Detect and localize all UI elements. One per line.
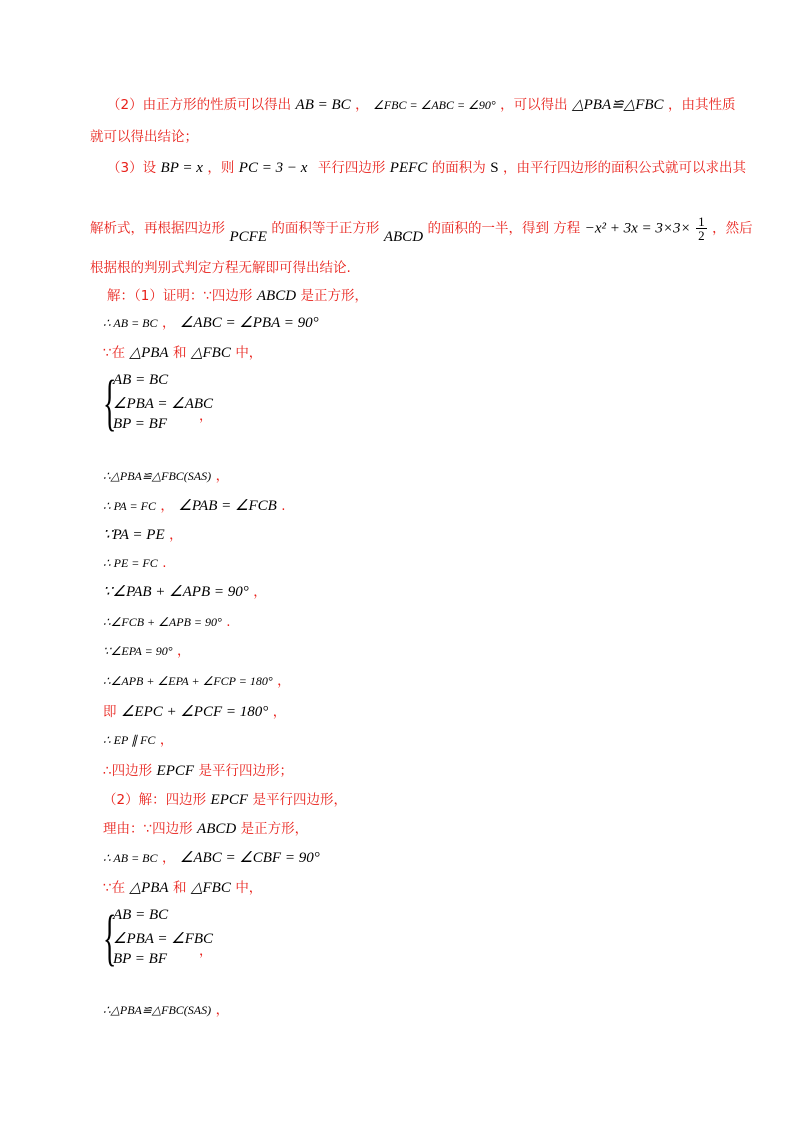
text: ，可以得出: [500, 97, 568, 113]
math: ABCD: [197, 821, 237, 837]
analysis-line-5: 根据根的判别式判定方程无解即可得出结论.: [90, 260, 351, 276]
math: ∴ PA = FC: [103, 499, 156, 513]
sol1-line-2: [103, 313, 319, 333]
sol1-line-8: [103, 582, 267, 602]
text: 中，: [235, 880, 263, 896]
math: BP = x: [160, 160, 203, 176]
sol1-line-7: [103, 553, 166, 573]
math: EPCF: [156, 763, 195, 779]
math: ∴ AB = BC: [103, 851, 158, 865]
math: ABCD: [256, 288, 297, 304]
math: △PBA: [129, 880, 169, 896]
system-row: ∠PBA = ∠FBC: [113, 931, 214, 947]
text: ，则: [207, 160, 235, 176]
text: （2）由正方形的性质可以得出: [107, 97, 292, 113]
analysis-line-2: 就可以得出结论；: [90, 129, 198, 145]
text: ，: [159, 732, 174, 748]
math: ∴ PE = FC: [103, 556, 158, 570]
math: ∴ AB = BC: [103, 316, 158, 330]
sol1-line-12: [103, 702, 286, 722]
sol1-line-14: [103, 761, 293, 781]
math: PCFE: [229, 228, 267, 245]
text: ，: [169, 527, 183, 543]
text: 的面积为: [431, 160, 486, 176]
text: 平行四边形: [317, 160, 386, 176]
text: ，: [215, 1002, 230, 1018]
math: PC = 3 − x: [238, 160, 308, 176]
math: △FBC: [190, 880, 231, 896]
text: .: [226, 614, 231, 630]
fraction: [696, 215, 707, 242]
text: 是平行四边形；: [198, 763, 293, 779]
math: PEFC: [389, 160, 428, 176]
system-row: BP = BF: [113, 951, 168, 967]
sol2-line-2: [103, 819, 308, 839]
text: 和: [173, 345, 187, 361]
math: ∵∠PAB + ∠APB = 90°: [103, 584, 249, 600]
text: 是平行四边形，: [252, 792, 347, 808]
math: ∴△PBA≌△FBC(SAS): [103, 1003, 212, 1017]
sol1-line-1: [107, 286, 368, 306]
text: ，: [355, 97, 369, 113]
text: 是正方形，: [240, 821, 309, 837]
analysis-line-1: [107, 95, 736, 115]
text: .: [162, 555, 167, 571]
text: ，: [272, 704, 287, 720]
sol2-line-5: [103, 1000, 229, 1020]
sol1-line-9: [103, 612, 231, 632]
math: ABCD: [383, 228, 424, 245]
math: ∴∠FCB + ∠APB = 90°: [103, 615, 222, 629]
math: △PBA: [129, 345, 169, 361]
analysis-line-3: [107, 158, 746, 178]
text: ，: [161, 315, 176, 331]
analysis-line-4: [90, 214, 753, 245]
text: .: [281, 498, 286, 514]
text: ∴四边形: [103, 763, 153, 779]
text: ，由其性质: [668, 97, 736, 113]
text: 的面积的一半，得到 方程: [427, 220, 581, 237]
math: △FBC: [190, 345, 231, 361]
equation-system-1: [103, 369, 263, 437]
math: AB = BC: [295, 97, 351, 113]
sol2-line-1: [103, 790, 347, 810]
text: 中，: [235, 345, 263, 361]
text: ，: [215, 468, 230, 484]
text: 解析式，再根据四边形: [90, 220, 225, 237]
text: ，: [161, 850, 176, 866]
math: ∴∠APB + ∠EPA + ∠FCP = 180°: [103, 674, 273, 688]
brace-glyph: {: [103, 369, 117, 437]
text: （3）设: [107, 160, 157, 176]
text: 和: [173, 880, 187, 896]
system-row: ∠PBA = ∠ABC: [113, 396, 214, 412]
math: ∴ EP ∥ FC: [103, 733, 156, 747]
text: ，: [160, 498, 174, 514]
text: ，: [277, 673, 291, 689]
text: ，然后: [712, 220, 753, 237]
sol1-line-5: [103, 496, 286, 516]
math: ∠ABC = ∠PBA = 90°: [179, 315, 319, 331]
sol1-line-10: [103, 641, 190, 661]
math: EPCF: [210, 792, 249, 808]
text: 解：（1）证明：∵四边形: [107, 288, 253, 304]
equation-system-2: [103, 904, 263, 972]
sol1-line-13: [103, 730, 173, 750]
system-row: AB = BC: [113, 907, 169, 923]
math: ∠FBC = ∠ABC = ∠90°: [373, 98, 496, 112]
sol1-line-4: [103, 466, 229, 486]
fraction-numerator: 1: [698, 214, 705, 229]
math: S: [490, 160, 499, 176]
sol2-line-4: [103, 878, 262, 898]
text: ，: [199, 408, 213, 424]
text: ，: [176, 643, 191, 659]
text: ，: [199, 943, 213, 959]
text: ，: [253, 584, 267, 600]
sol1-line-11: [103, 671, 291, 691]
text: 即: [103, 704, 117, 720]
text: ∵在: [103, 880, 126, 896]
math: ∠PAB = ∠FCB: [178, 498, 277, 514]
text: 理由：∵四边形: [103, 821, 193, 837]
math: −x² + 3x = 3×3×: [584, 220, 691, 237]
text: ，由平行四边形的面积公式就可以求出其: [502, 160, 746, 176]
text: 的面积等于正方形: [271, 220, 380, 237]
fraction-denominator: 2: [698, 228, 705, 243]
system-row: AB = BC: [113, 372, 169, 388]
sol1-line-6: [103, 525, 183, 545]
system-row: BP = BF: [113, 416, 168, 432]
text: （2）解：四边形: [103, 792, 207, 808]
sol2-line-3: [103, 848, 320, 868]
text: ∵在: [103, 345, 126, 361]
math: △PBA≌△FBC: [572, 97, 664, 113]
math: ∵∠EPA = 90°: [103, 644, 173, 658]
math: ∠EPC + ∠PCF = 180°: [120, 704, 269, 720]
sol1-line-3: [103, 343, 262, 363]
math: ∴△PBA≌△FBC(SAS): [103, 469, 212, 483]
math: ∵PA = PE: [103, 527, 165, 543]
math: ∠ABC = ∠CBF = 90°: [179, 850, 320, 866]
brace-glyph: {: [103, 904, 117, 972]
text: 是正方形，: [300, 288, 369, 304]
